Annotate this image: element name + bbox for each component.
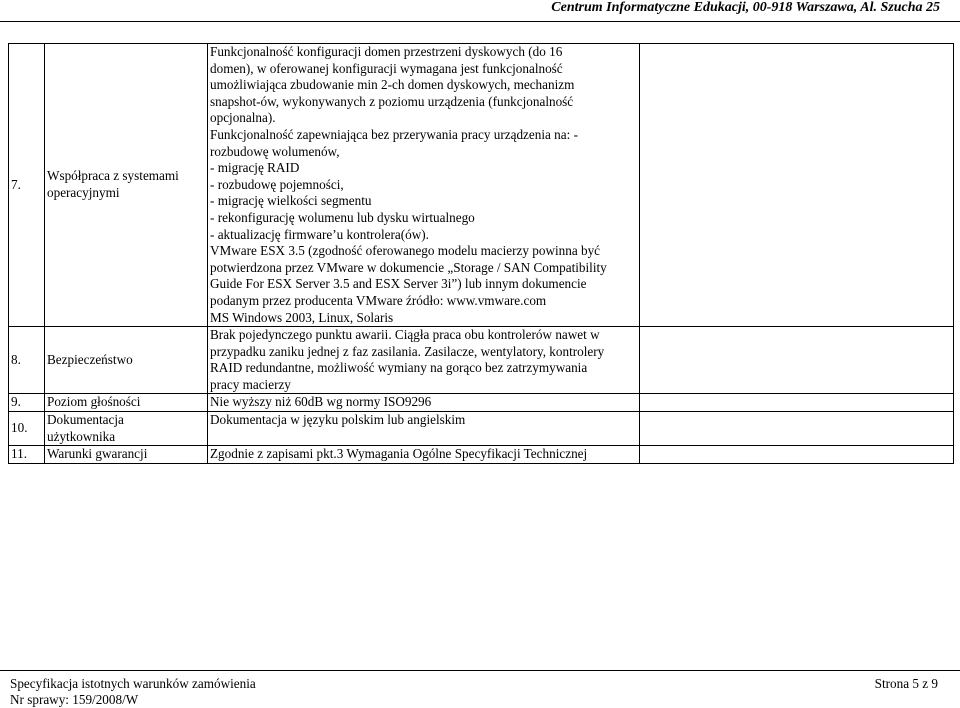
table-row <box>9 44 954 327</box>
header-rule <box>0 21 960 22</box>
description-line: Funkcjonalność zapewniająca bez przerywania pracy urządzenia na: - <box>210 126 578 142</box>
row-number: 8. <box>9 327 45 394</box>
requirement-description <box>208 327 640 394</box>
offered-value-cell <box>640 394 954 412</box>
requirement-description <box>208 412 640 446</box>
footer-rule <box>0 670 960 671</box>
requirement-name <box>45 44 208 327</box>
row-number: 10. <box>9 412 45 446</box>
description-line: rozbudowę wolumenów, <box>210 143 340 159</box>
requirement-name-line: Dokumentacja <box>47 412 124 428</box>
requirement-name-line: Warunki gwarancji <box>47 446 148 462</box>
description-line: - rozbudowę pojemności, <box>210 176 344 192</box>
requirement-name-line: Współpraca z systemami <box>47 168 179 184</box>
description-line: umożliwiająca zbudowanie min 2-ch domen dyskowych, mechanizm <box>210 77 575 93</box>
footer-left <box>10 676 256 708</box>
requirement-name <box>45 446 208 464</box>
row-number: 7. <box>9 44 45 327</box>
description-line: Nie wyższy niż 60dB wg normy ISO9296 <box>210 394 432 410</box>
requirement-description <box>208 446 640 464</box>
description-line: Funkcjonalność konfiguracji domen przestrzeni dyskowych (do 16 <box>210 44 563 59</box>
requirement-name-line: użytkownika <box>47 428 116 444</box>
description-line: Guide For ESX Server 3.5 and ESX Server 3i”) lub innym dokumencie <box>210 276 587 292</box>
requirement-name-line: operacyjnymi <box>47 185 120 201</box>
description-line: potwierdzona przez VMware w dokumencie „Storage / SAN Compatibility <box>210 259 607 275</box>
offered-value-cell <box>640 44 954 327</box>
description-line: Brak pojedynczego punktu awarii. Ciągła praca obu kontrolerów nawet w <box>210 327 600 343</box>
description-line: Zgodnie z zapisami pkt.3 Wymagania Ogólne Specyfikacji Technicznej <box>210 446 588 462</box>
description-line: - migrację RAID <box>210 160 300 176</box>
offered-value-cell <box>640 412 954 446</box>
table-row <box>9 446 954 464</box>
document-header: Centrum Informatyczne Edukacji, 00-918 Warszawa, Al. Szucha 25 <box>551 0 940 15</box>
description-line: Dokumentacja w języku polskim lub angielskim <box>210 412 466 428</box>
description-line: - rekonfigurację wolumenu lub dysku wirtualnego <box>210 209 475 225</box>
description-line: przypadku zaniku jednej z faz zasilania. Zasilacze, wentylatory, kontrolery <box>210 343 605 359</box>
requirement-name-line: Bezpieczeństwo <box>47 351 133 367</box>
table-row <box>9 412 954 446</box>
row-number: 11. <box>9 446 45 464</box>
description-line: snapshot-ów, wykonywanych z poziomu urządzenia (funkcjonalność <box>210 93 574 109</box>
description-line: - aktualizację firmware’u kontrolera(ów). <box>210 226 429 242</box>
requirement-name <box>45 412 208 446</box>
page-number: Strona 5 z 9 <box>874 676 938 691</box>
table-row <box>9 327 954 394</box>
row-number: 9. <box>9 394 45 412</box>
requirement-description <box>208 44 640 327</box>
specification-table <box>8 43 954 464</box>
description-line: opcjonalna). <box>210 110 276 126</box>
description-line: - migrację wielkości segmentu <box>210 193 372 209</box>
requirement-name-line: Poziom głośności <box>47 394 141 410</box>
table-row <box>9 394 954 412</box>
description-line: domen), w oferowanej konfiguracji wymagana jest funkcjonalność <box>210 60 563 76</box>
footer-case-number: Nr sprawy: 159/2008/W <box>10 692 139 707</box>
description-line: RAID redundantne, możliwość wymiany na gorąco bez zatrzymywania <box>210 360 588 376</box>
offered-value-cell <box>640 446 954 464</box>
footer-title: Specyfikacja istotnych warunków zamówienia <box>10 676 256 691</box>
offered-value-cell <box>640 327 954 394</box>
requirement-name <box>45 327 208 394</box>
description-line: MS Windows 2003, Linux, Solaris <box>210 309 394 325</box>
requirement-name <box>45 394 208 412</box>
description-line: VMware ESX 3.5 (zgodność oferowanego modelu macierzy powinna być <box>210 243 601 259</box>
description-line: podanym przez producenta VMware źródło: www.vmware.com <box>210 292 547 308</box>
requirement-description <box>208 394 640 412</box>
description-line: pracy macierzy <box>210 376 291 392</box>
